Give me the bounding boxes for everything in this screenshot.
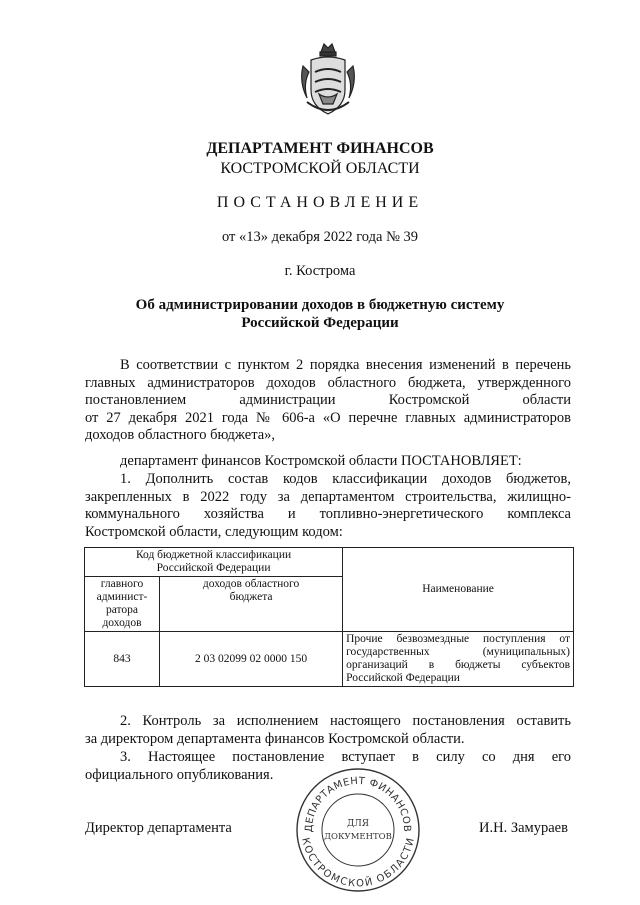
text-line: коммунального хозяйства и топливно-энергетического комплекса (85, 506, 571, 522)
table-row (85, 632, 574, 687)
signatory-name: И.Н. Замураев (479, 820, 568, 836)
document-title-line-2: Российской Федерации (241, 315, 399, 331)
svg-text:КОСТРОМСКОЙ ОБЛАСТИ (299, 837, 417, 890)
signatory-position: Директор департамента (85, 820, 232, 836)
table-header-code: доходов областного бюджета (160, 577, 343, 632)
text-line: 1. Дополнить состав кодов классификации доходов бюджетов, (120, 471, 571, 487)
table-header-name: Наименование (343, 548, 574, 632)
paragraph-item-2 (85, 713, 571, 748)
document-type: ПОСТАНОВЛЕНИЕ (216, 194, 424, 211)
text-line: закрепленных в 2022 году за департаментом строительства, жилищно- (85, 488, 571, 505)
paragraph-item-1 (85, 471, 571, 541)
stamp-center-line-2: ДОКУМЕНТОВ (324, 832, 392, 842)
department-name: ДЕПАРТАМЕНТ ФИНАНСОВ (206, 140, 434, 157)
document-city: г. Кострома (284, 263, 356, 279)
table-group-header: Код бюджетной классификации Российской Федерации (85, 548, 343, 577)
text-line: официального опубликования. (85, 766, 274, 783)
table-cell-code: 2 03 02099 02 0000 150 (160, 632, 343, 687)
budget-code-table (84, 547, 574, 687)
text-line: 2. Контроль за исполнением настоящего постановления оставить (120, 713, 571, 729)
stamp-top-text: ДЕПАРТАМЕНТ ФИНАНСОВ (303, 775, 413, 833)
text-line: за директором департамента финансов Костромской области. (85, 730, 465, 747)
table-cell-name: Прочие безвозмездные поступления от государственных (муниципальных) организаций в бюджеты субъектов Российской Федерации (343, 632, 574, 687)
stamp-bottom-text: КОСТРОМСКОЙ ОБЛАСТИ (299, 836, 417, 890)
document-date-number: от «13» декабря 2022 года № 39 (221, 229, 419, 245)
table-cell-admin: 843 (85, 632, 160, 687)
text-line: доходов областного бюджета», (85, 427, 276, 443)
table-header-admin: главного админист- ратора доходов (85, 577, 160, 632)
text-line: Костромской области, следующим кодом: (85, 523, 343, 540)
text-line: постановлением администрации Костромской области (85, 392, 571, 408)
document-title-line-1: Об администрировании доходов в бюджетную систему (135, 297, 505, 313)
text-line: В соответствии с пунктом 2 порядка внесения изменений в перечень (120, 357, 571, 373)
text-line: главных администраторов доходов областного бюджета, утвержденного (85, 374, 571, 391)
region-name: КОСТРОМСКОЙ ОБЛАСТИ (220, 160, 420, 177)
coat-of-arms-icon (297, 38, 359, 120)
official-stamp (294, 766, 422, 894)
text-line: от 27 декабря 2021 года № 606-а «О перечне главных администраторов (85, 409, 571, 426)
text-line: 3. Настоящее постановление вступает в силу со дня его (120, 749, 571, 765)
paragraph-resolves: департамент финансов Костромской области ПОСТАНОВЛЯЕТ: (120, 453, 522, 469)
paragraph-basis (85, 357, 571, 445)
stamp-center-line-1: ДЛЯ (346, 819, 370, 829)
